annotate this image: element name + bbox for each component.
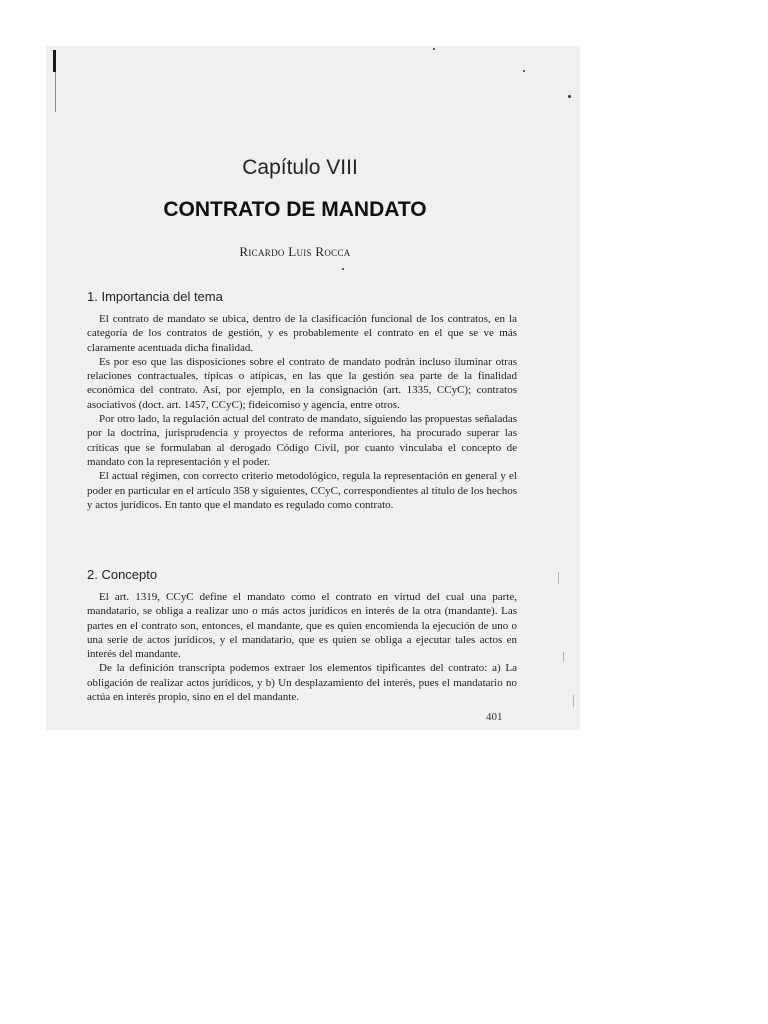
- section-heading: 1. Importancia del tema: [87, 289, 223, 304]
- scan-edge-mark: [53, 50, 56, 72]
- section-concepto: [87, 567, 517, 704]
- scan-edge-mark: [558, 572, 559, 584]
- paragraph: De la definición transcripta podemos extraer los elementos tipificantes del contrato: a) La obligación de realizar actos jurídicos, y b) Un desplazamiento del interés, pues el mandatario no actúa en interés propio, sino en el del mandante.: [87, 662, 517, 704]
- scan-edge-mark-thin: [55, 72, 56, 112]
- paragraph: El actual régimen, con correcto criterio metodológico, regula la representación en general y el poder en particular en el artículo 358 y siguientes, CCyC, correspondientes al título de los hechos y actos jurídicos. En tanto que el mandato es regulado como contrato.: [87, 470, 517, 511]
- paragraph: El art. 1319, CCyC define el mandato como el contrato en virtud del cual una parte, mandatario, se obliga a realizar uno o más actos jurídicos en interés de la otra (mandante). Las partes en el contrato son, entonces, el mandante, que es quien encomienda la ejecución de uno o una serie de actos jurídicos, y el mandatario, que es quien se obliga a ejecutar tales actos en interés del mandante.: [87, 591, 517, 661]
- scan-speck: [433, 48, 435, 50]
- section-importancia: [87, 289, 517, 512]
- scan-speck: [568, 95, 571, 98]
- author-name: Ricardo Luis Rocca: [239, 244, 351, 259]
- section-heading: 2. Concepto: [87, 567, 158, 582]
- paragraph: Es por eso que las disposiciones sobre el contrato de mandato podrán incluso iluminar otras relaciones contractuales, típicas o atípicas, en las que la gestión sea parte de la finalidad económica del contrato. Así, por ejemplo, en la consignación (art. 1335, CCyC); contratos asociativos (doct. art. 1457, CCyC); fideicomiso y agencia, entre otros.: [87, 355, 517, 411]
- chapter-label: Capítulo VIII: [242, 156, 358, 179]
- scan-edge-mark: [573, 695, 574, 707]
- scan-speck: [342, 268, 344, 270]
- chapter-title: CONTRATO DE MANDATO: [163, 198, 427, 221]
- paragraph: El contrato de mandato se ubica, dentro de la clasificación funcional de los contratos, en la categoría de los contratos de gestión, y es probablemente el contrato en el que se ve más claramente acentuada dicha finalidad.: [87, 313, 517, 354]
- page-number: 401: [486, 711, 503, 723]
- scan-edge-mark: [563, 652, 564, 662]
- scan-speck: [523, 70, 525, 72]
- paragraph: Por otro lado, la regulación actual del contrato de mandato, siguiendo las propuestas señaladas por la doctrina, jurisprudencia y proyectos de reforma anteriores, ha procurado superar las críticas que se formulaban al derogado Código Civil, por cuanto vinculaba el concepto de mandato con la representación y el poder.: [87, 413, 517, 468]
